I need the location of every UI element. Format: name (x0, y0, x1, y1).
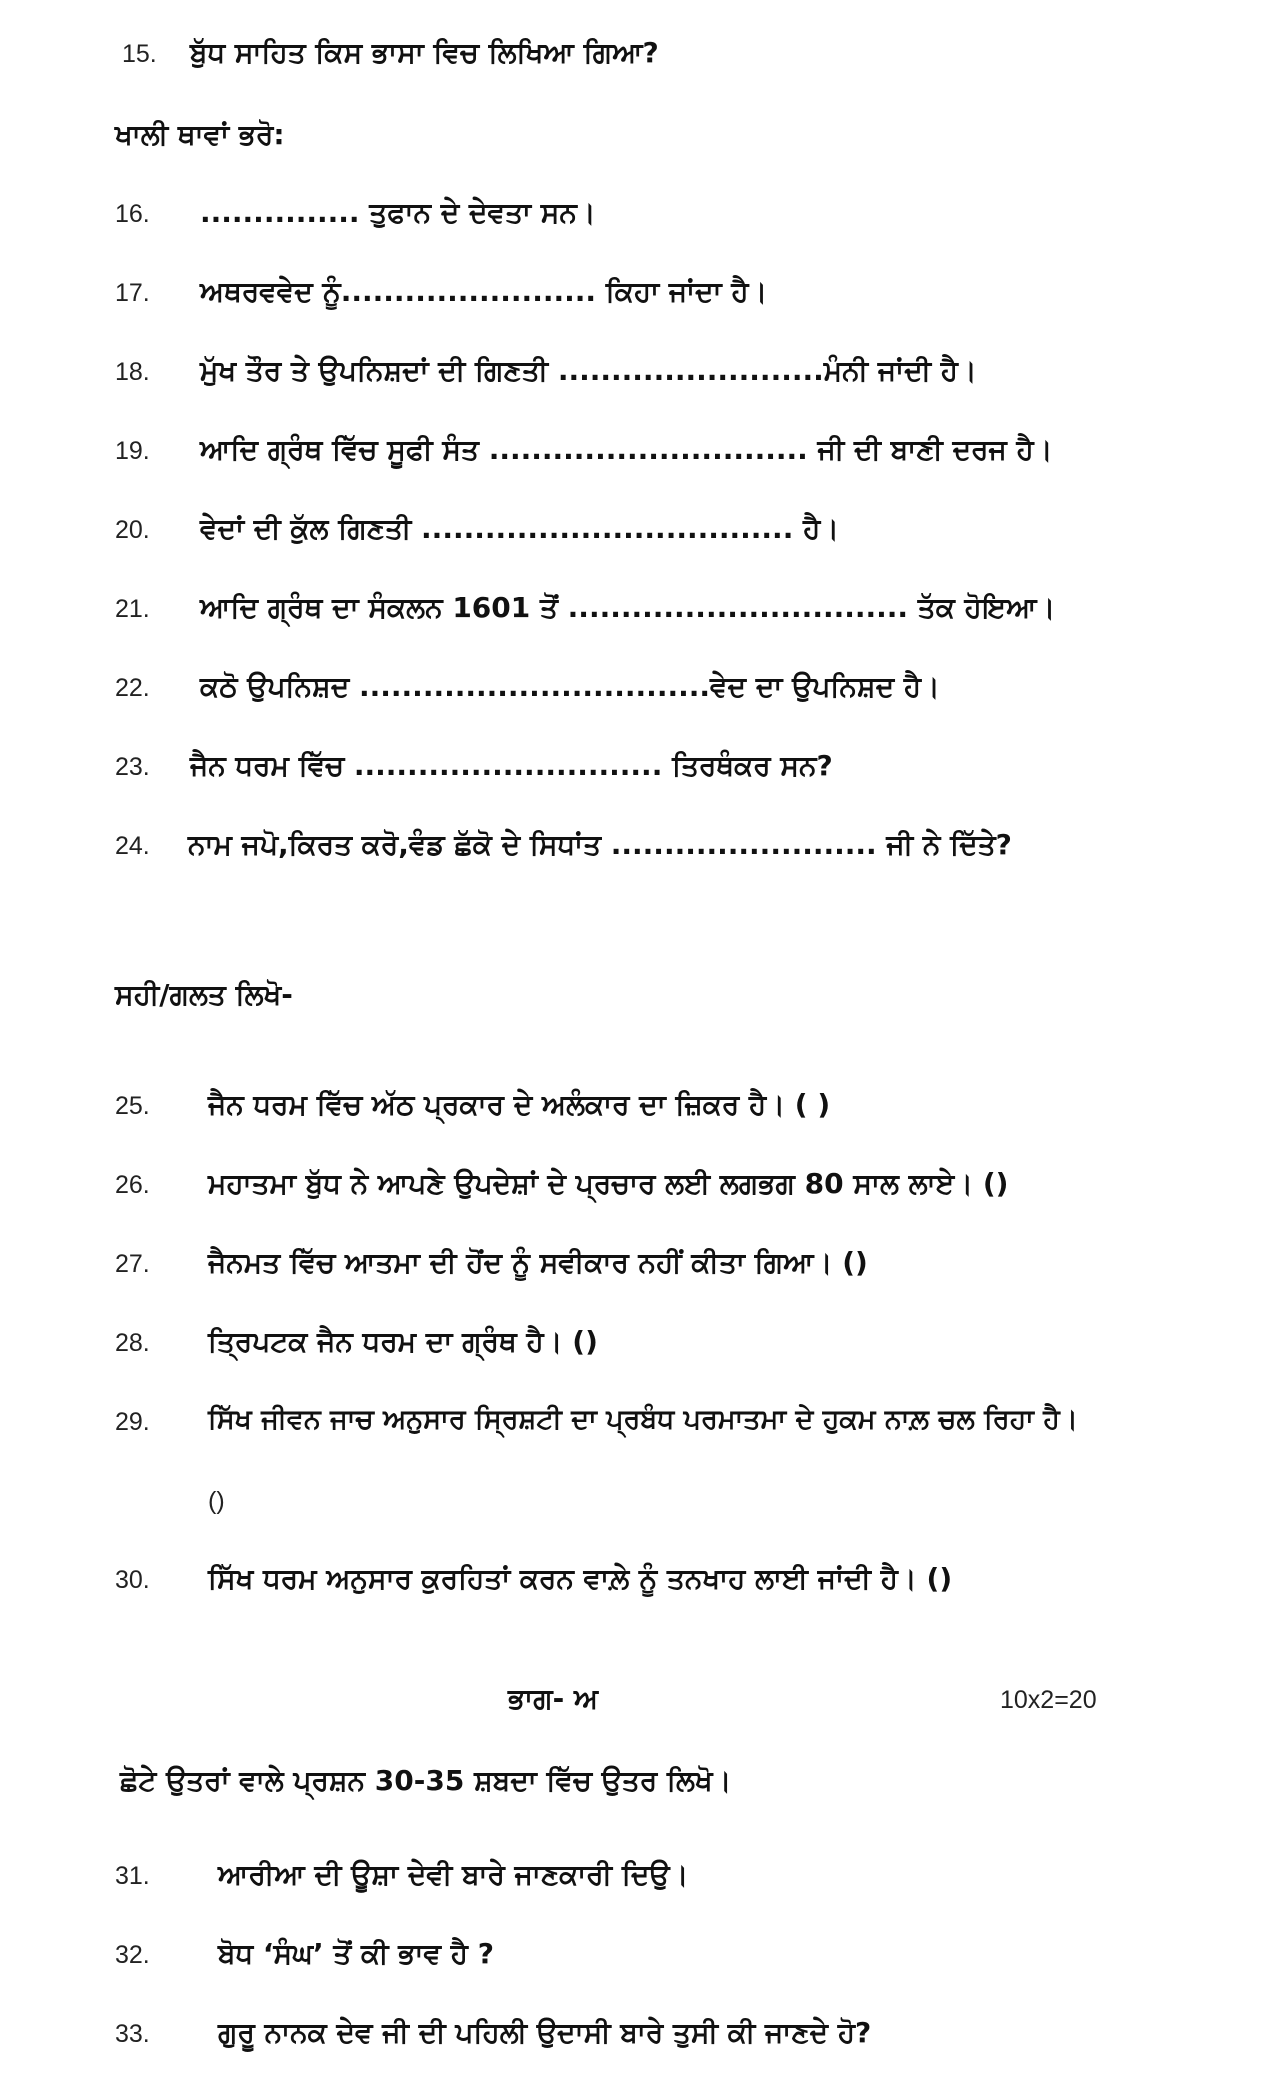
true-false-heading: ਸਹੀ/ਗਲਤ ਲਿਖੋ- (115, 978, 293, 1011)
question-text: ਬੁੱਧ ਸਾਹਿਤ ਕਿਸ ਭਾਸਾ ਵਿਚ ਲਿਖਿਆ ਗਿਆ? (190, 36, 659, 69)
section-title: ਭਾਗ- ਅ (508, 1682, 599, 1715)
question-number: 15. (122, 40, 157, 68)
short-answer-heading: ਛੋਟੇ ਉਤਰਾਂ ਵਾਲੇ ਪ੍ਰਸ਼ਨ 30-35 ਸ਼ਬਦਾ ਵਿੱਚ ਉਤਰ ਲਿਖੋ। (120, 1764, 732, 1797)
fill-blanks-heading: ਖਾਲੀ ਥਾਵਾਂ ਭਰੋ: (115, 118, 285, 151)
section-marks: 10x2=20 (1000, 1686, 1097, 1714)
